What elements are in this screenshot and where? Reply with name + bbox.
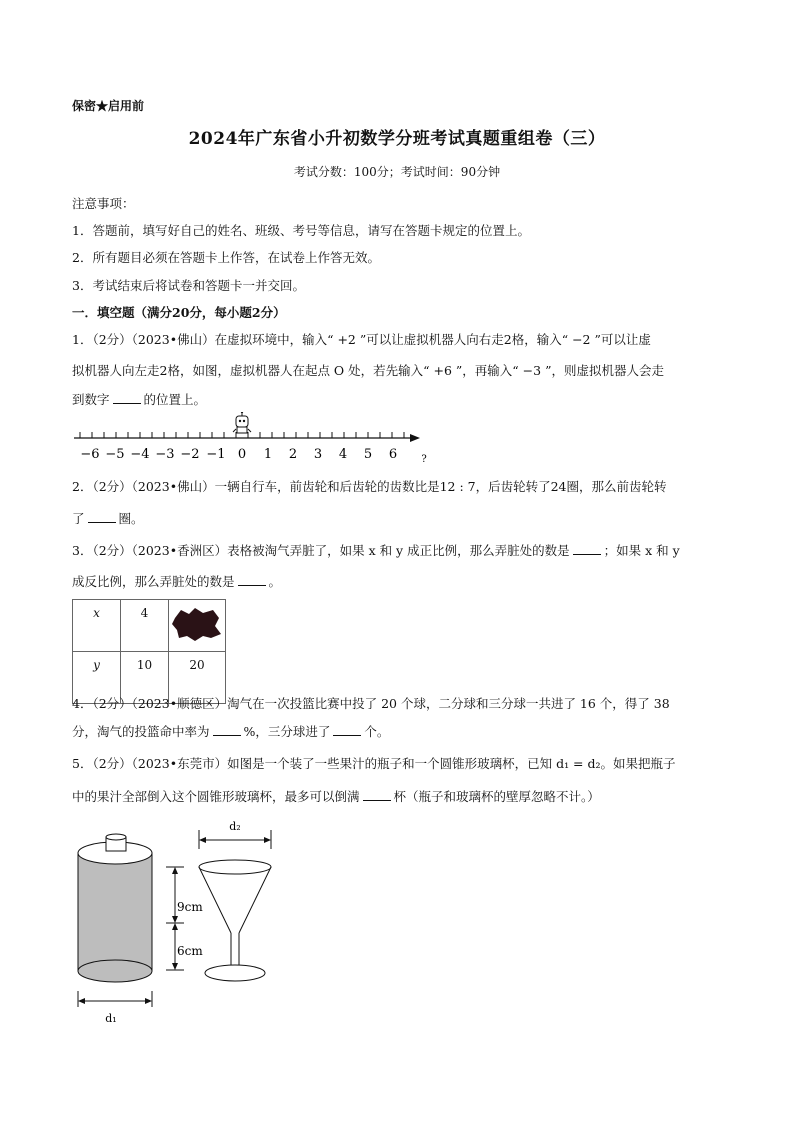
q1-line3-tail: 的位置上。 bbox=[143, 392, 207, 407]
d1-label: d₁ bbox=[105, 1012, 117, 1025]
q4-line2 bbox=[72, 718, 389, 746]
q2-line2 bbox=[72, 505, 144, 533]
tick-label: −2 bbox=[180, 447, 200, 462]
q4-line2-mid: %，三分球进了 bbox=[243, 724, 331, 739]
tick-label: −5 bbox=[105, 447, 125, 462]
answer-blank[interactable] bbox=[238, 573, 266, 586]
q5-line2 bbox=[72, 783, 600, 811]
q1-line2: 拟机器人向左走2格，如图，虚拟机器人在起点 O 处，若先输入“ +6 ”，再输入“ −3 ”，则虚拟机器人会走 bbox=[72, 363, 664, 378]
confidential-label: 保密★启用前 bbox=[72, 99, 145, 113]
q3-line2-tail: 。 bbox=[268, 574, 282, 589]
q5-line2-tail: 杯（瓶子和玻璃杯的壁厚忽略不计。） bbox=[393, 789, 600, 804]
tick-label: 1 bbox=[263, 447, 273, 462]
q2-line2-text: 了 bbox=[72, 511, 85, 526]
answer-blank[interactable] bbox=[363, 788, 391, 801]
tick-label: −3 bbox=[155, 447, 175, 462]
q3-line1-text: 3．（2分）（2023•香洲区）表格被淘气弄脏了，如果 x 和 y 成正比例，那么弄脏处的数是 bbox=[72, 543, 570, 558]
answer-blank[interactable] bbox=[573, 542, 601, 555]
xy-table-wrapper bbox=[72, 599, 226, 704]
height-6cm-label: 6cm bbox=[177, 944, 203, 958]
bottle-cone-figure bbox=[70, 815, 310, 1030]
notes-heading: 注意事项： bbox=[72, 196, 135, 211]
answer-blank[interactable] bbox=[88, 510, 116, 523]
answer-blank[interactable] bbox=[333, 723, 361, 736]
robot-icon bbox=[233, 412, 251, 433]
tick-label: 2 bbox=[288, 447, 298, 462]
q4-line2-tail: 个。 bbox=[364, 724, 390, 739]
q5-line1: 5．（2分）（2023•东莞市）如图是一个装了一些果汁的瓶子和一个圆锥形玻璃杯，已知 d₁ = d₂。如果把瓶子 bbox=[72, 756, 676, 771]
exam-info: 考试分数：100分；考试时间：90分钟 bbox=[293, 165, 501, 179]
cone-glass-icon bbox=[199, 860, 271, 981]
tick-label: −6 bbox=[80, 447, 100, 462]
section-heading: 一．填空题（满分20分，每小题2分） bbox=[72, 305, 286, 320]
q1-line3 bbox=[72, 386, 206, 414]
table-cell: x bbox=[73, 600, 121, 652]
q3-line1-tail: ；如果 x 和 y bbox=[603, 543, 680, 558]
table-cell: 10 bbox=[121, 652, 169, 704]
answer-blank[interactable] bbox=[113, 391, 141, 404]
tick-label: 5 bbox=[363, 447, 373, 462]
tick-label: 4 bbox=[338, 447, 348, 462]
note-item: 1．答题前，填写好自己的姓名、班级、考号等信息，请写在答题卡规定的位置上。 bbox=[72, 223, 530, 238]
q2-line1: 2．（2分）（2023•佛山）一辆自行车，前齿轮和后齿轮的齿数比是12 : 7，后齿轮转了24圈，那么前齿轮转 bbox=[72, 479, 667, 494]
q1-line1: 1．（2分）（2023•佛山）在虚拟环境中，输入“ +2 ”可以让虚拟机器人向右走2格，输入“ −2 ”可以让虚 bbox=[72, 332, 651, 347]
q2-line2-tail: 圈。 bbox=[118, 511, 144, 526]
number-line-arrow bbox=[410, 434, 420, 442]
height-9cm-label: 9cm bbox=[177, 900, 203, 914]
d1-dimension bbox=[78, 991, 152, 1007]
q3-line2-text: 成反比例，那么弄脏处的数是 bbox=[72, 574, 235, 589]
tick-label: −4 bbox=[130, 447, 150, 462]
note-item: 3．考试结束后将试卷和答题卡一并交回。 bbox=[72, 278, 305, 293]
note-item: 2．所有题目必须在答题卡上作答，在试卷上作答无效。 bbox=[72, 250, 380, 265]
page-title: 2024年广东省小升初数学分班考试真题重组卷（三） bbox=[188, 129, 606, 149]
tick-label: 6 bbox=[388, 447, 398, 462]
tick-label: −1 bbox=[206, 447, 226, 462]
q3-line2 bbox=[72, 568, 281, 596]
table-cell: y bbox=[73, 652, 121, 704]
xy-table bbox=[72, 599, 226, 704]
d2-label: d₂ bbox=[229, 820, 241, 833]
q4-line2-text: 分，淘气的投篮命中率为 bbox=[72, 724, 210, 739]
question-mark: ? bbox=[421, 454, 427, 464]
answer-blank[interactable] bbox=[213, 723, 241, 736]
bottle-icon bbox=[78, 834, 152, 982]
q5-line2-text: 中的果汁全部倒入这个圆锥形玻璃杯，最多可以倒满 bbox=[72, 789, 360, 804]
tick-label: 0 bbox=[237, 447, 247, 462]
tick-label: 3 bbox=[313, 447, 323, 462]
smudged-cell bbox=[169, 600, 226, 652]
table-row bbox=[73, 600, 226, 652]
table-cell: 4 bbox=[121, 600, 169, 652]
q4-line1: 4．（2分）（2023•顺德区）淘气在一次投篮比赛中投了 20 个球，二分球和三分球一共进了 16 个，得了 38 bbox=[72, 696, 670, 711]
table-cell: 20 bbox=[169, 652, 226, 704]
q3-line1 bbox=[72, 537, 680, 565]
number-line-figure bbox=[68, 412, 438, 464]
ink-blot-icon bbox=[169, 604, 225, 644]
q1-line3-text: 到数字 bbox=[72, 392, 110, 407]
